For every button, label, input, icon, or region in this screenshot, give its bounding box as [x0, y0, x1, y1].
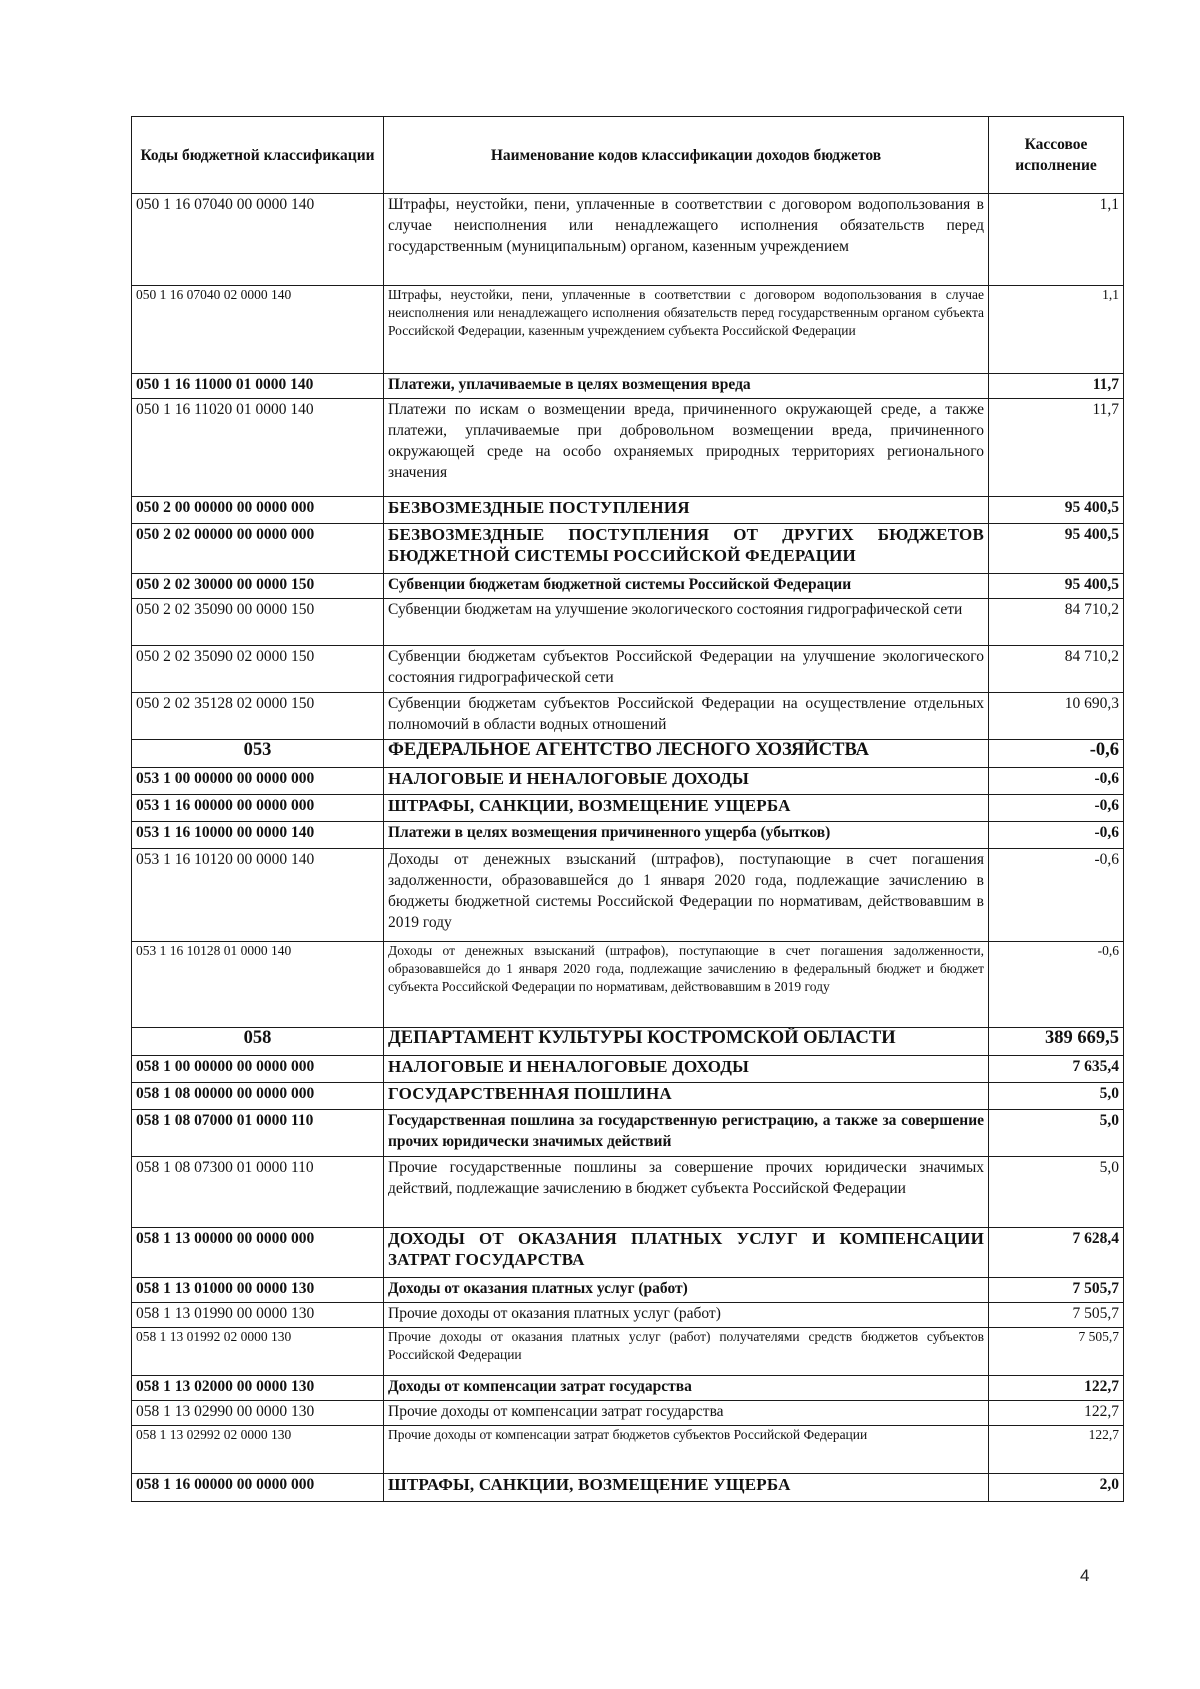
row-name: Доходы от денежных взысканий (штрафов), поступающие в счет погашения задолженности, образовавшейся до 1 января 2020 года, подлежащие зачислению в федеральный бюджет и бюджет субъекта Российской Федерации по нормативам, действовавшим в 2019 году — [384, 942, 989, 1028]
row-code: 058 1 08 00000 00 0000 000 — [132, 1083, 384, 1110]
row-amount: 95 400,5 — [989, 497, 1124, 524]
header-code: Коды бюджетной классификации — [132, 117, 384, 194]
row-code: 053 1 00 00000 00 0000 000 — [132, 768, 384, 795]
table-row — [132, 849, 1124, 942]
row-code: 058 1 08 07300 01 0000 110 — [132, 1157, 384, 1228]
table-header-row — [132, 117, 1124, 194]
table-row — [132, 1328, 1124, 1376]
row-amount: 7 505,7 — [989, 1328, 1124, 1376]
table-row — [132, 740, 1124, 768]
row-name: ФЕДЕРАЛЬНОЕ АГЕНТСТВО ЛЕСНОГО ХОЗЯЙСТВА — [384, 740, 989, 768]
table-row — [132, 1376, 1124, 1401]
row-amount: 122,7 — [989, 1376, 1124, 1401]
row-amount: -0,6 — [989, 849, 1124, 942]
row-amount: -0,6 — [989, 942, 1124, 1028]
table-row — [132, 1401, 1124, 1426]
table-row — [132, 822, 1124, 849]
row-amount: -0,6 — [989, 740, 1124, 768]
table-row — [132, 1110, 1124, 1157]
row-amount: 1,1 — [989, 194, 1124, 286]
row-name: Прочие доходы от компенсации затрат государства — [384, 1401, 989, 1426]
row-code: 050 2 02 30000 00 0000 150 — [132, 574, 384, 599]
row-code: 050 1 16 07040 00 0000 140 — [132, 194, 384, 286]
row-code: 050 2 00 00000 00 0000 000 — [132, 497, 384, 524]
row-code: 050 2 02 00000 00 0000 000 — [132, 524, 384, 574]
header-amount: Кассовое исполнение — [989, 117, 1124, 194]
table-row — [132, 399, 1124, 497]
row-name: Платежи, уплачиваемые в целях возмещения вреда — [384, 374, 989, 399]
table-row — [132, 1303, 1124, 1328]
row-name: ШТРАФЫ, САНКЦИИ, ВОЗМЕЩЕНИЕ УЩЕРБА — [384, 795, 989, 822]
row-name: Государственная пошлина за государственную регистрацию, а также за совершение прочих юридически значимых действий — [384, 1110, 989, 1157]
row-name: Субвенции бюджетам субъектов Российской Федерации на улучшение экологического состояния гидрографической сети — [384, 646, 989, 693]
row-name: Субвенции бюджетам субъектов Российской Федерации на осуществление отдельных полномочий в области водных отношений — [384, 693, 989, 740]
row-amount: 389 669,5 — [989, 1028, 1124, 1056]
row-amount: 122,7 — [989, 1426, 1124, 1474]
table-row — [132, 1228, 1124, 1278]
row-code: 053 1 16 00000 00 0000 000 — [132, 795, 384, 822]
row-amount: -0,6 — [989, 768, 1124, 795]
row-name: БЕЗВОЗМЕЗДНЫЕ ПОСТУПЛЕНИЯ ОТ ДРУГИХ БЮДЖЕТОВ БЮДЖЕТНОЙ СИСТЕМЫ РОССИЙСКОЙ ФЕДЕРАЦИИ — [384, 524, 989, 574]
row-code: 058 1 13 02990 00 0000 130 — [132, 1401, 384, 1426]
table-row — [132, 1056, 1124, 1083]
table-row — [132, 768, 1124, 795]
row-name: Доходы от денежных взысканий (штрафов), поступающие в счет погашения задолженности, образовавшейся до 1 января 2020 года, подлежащие зачислению в бюджеты бюджетной системы Российской Федерации по нормативам, действовавшим в 2019 году — [384, 849, 989, 942]
table-row — [132, 1278, 1124, 1303]
row-name: ДЕПАРТАМЕНТ КУЛЬТУРЫ КОСТРОМСКОЙ ОБЛАСТИ — [384, 1028, 989, 1056]
row-name: Субвенции бюджетам на улучшение экологического состояния гидрографической сети — [384, 599, 989, 646]
row-name: Прочие доходы от оказания платных услуг (работ) получателями средств бюджетов субъектов Российской Федерации — [384, 1328, 989, 1376]
row-amount: 7 628,4 — [989, 1228, 1124, 1278]
row-amount: 122,7 — [989, 1401, 1124, 1426]
table-row — [132, 942, 1124, 1028]
row-code: 058 1 13 02992 02 0000 130 — [132, 1426, 384, 1474]
row-code: 058 1 13 01000 00 0000 130 — [132, 1278, 384, 1303]
row-name: Платежи по искам о возмещении вреда, причиненного окружающей среде, а также платежи, уплачиваемые при добровольном возмещении вреда, причиненного окружающей среде на особо охраняемых природных территориях регионального значения — [384, 399, 989, 497]
row-name: Субвенции бюджетам бюджетной системы Российской Федерации — [384, 574, 989, 599]
row-amount: 10 690,3 — [989, 693, 1124, 740]
row-name: Прочие доходы от оказания платных услуг (работ) — [384, 1303, 989, 1328]
row-amount: 7 635,4 — [989, 1056, 1124, 1083]
table-row — [132, 1157, 1124, 1228]
row-amount: 5,0 — [989, 1110, 1124, 1157]
row-code: 050 1 16 07040 02 0000 140 — [132, 286, 384, 374]
table-row — [132, 795, 1124, 822]
row-name: Штрафы, неустойки, пени, уплаченные в соответствии с договором водопользования в случае неисполнения или ненадлежащего исполнения обязательств перед государственным (муниципальным) органом, казенным учреждением — [384, 194, 989, 286]
row-code: 050 2 02 35090 02 0000 150 — [132, 646, 384, 693]
row-code: 053 1 16 10000 00 0000 140 — [132, 822, 384, 849]
table-row — [132, 646, 1124, 693]
row-amount: 11,7 — [989, 399, 1124, 497]
row-name: Прочие государственные пошлины за совершение прочих юридически значимых действий, подлежащие зачислению в бюджет субъекта Российской Федерации — [384, 1157, 989, 1228]
row-code: 050 1 16 11000 01 0000 140 — [132, 374, 384, 399]
row-amount: 2,0 — [989, 1474, 1124, 1502]
row-name: ШТРАФЫ, САНКЦИИ, ВОЗМЕЩЕНИЕ УЩЕРБА — [384, 1474, 989, 1502]
row-amount: 5,0 — [989, 1157, 1124, 1228]
row-code: 058 1 16 00000 00 0000 000 — [132, 1474, 384, 1502]
row-amount: 7 505,7 — [989, 1303, 1124, 1328]
row-code: 058 1 13 00000 00 0000 000 — [132, 1228, 384, 1278]
row-name: Доходы от компенсации затрат государства — [384, 1376, 989, 1401]
row-amount: -0,6 — [989, 795, 1124, 822]
table-row — [132, 1083, 1124, 1110]
row-code: 053 — [132, 740, 384, 768]
row-amount: 95 400,5 — [989, 524, 1124, 574]
row-code: 053 1 16 10120 00 0000 140 — [132, 849, 384, 942]
row-name: Штрафы, неустойки, пени, уплаченные в соответствии с договором водопользования в случае неисполнения или ненадлежащего исполнения обязательств перед государственным органом субъекта Российской Федерации, казенным учреждением субъекта Российской Федерации — [384, 286, 989, 374]
row-amount: 95 400,5 — [989, 574, 1124, 599]
row-name: Доходы от оказания платных услуг (работ) — [384, 1278, 989, 1303]
table-row — [132, 374, 1124, 399]
row-amount: 84 710,2 — [989, 599, 1124, 646]
row-code: 050 2 02 35128 02 0000 150 — [132, 693, 384, 740]
table-row — [132, 194, 1124, 286]
header-name: Наименование кодов классификации доходов бюджетов — [384, 117, 989, 194]
row-amount: 1,1 — [989, 286, 1124, 374]
row-code: 058 1 13 01990 00 0000 130 — [132, 1303, 384, 1328]
row-name: ДОХОДЫ ОТ ОКАЗАНИЯ ПЛАТНЫХ УСЛУГ И КОМПЕНСАЦИИ ЗАТРАТ ГОСУДАРСТВА — [384, 1228, 989, 1278]
row-code: 058 — [132, 1028, 384, 1056]
table-row — [132, 286, 1124, 374]
row-name: Платежи в целях возмещения причиненного ущерба (убытков) — [384, 822, 989, 849]
row-code: 050 1 16 11020 01 0000 140 — [132, 399, 384, 497]
row-amount: 84 710,2 — [989, 646, 1124, 693]
row-name: Прочие доходы от компенсации затрат бюджетов субъектов Российской Федерации — [384, 1426, 989, 1474]
row-code: 058 1 13 02000 00 0000 130 — [132, 1376, 384, 1401]
row-name: БЕЗВОЗМЕЗДНЫЕ ПОСТУПЛЕНИЯ — [384, 497, 989, 524]
table-row — [132, 1474, 1124, 1502]
row-amount: 11,7 — [989, 374, 1124, 399]
row-amount: 7 505,7 — [989, 1278, 1124, 1303]
row-name: НАЛОГОВЫЕ И НЕНАЛОГОВЫЕ ДОХОДЫ — [384, 768, 989, 795]
row-code: 058 1 00 00000 00 0000 000 — [132, 1056, 384, 1083]
row-name: ГОСУДАРСТВЕННАЯ ПОШЛИНА — [384, 1083, 989, 1110]
row-code: 053 1 16 10128 01 0000 140 — [132, 942, 384, 1028]
table-row — [132, 1426, 1124, 1474]
row-code: 050 2 02 35090 00 0000 150 — [132, 599, 384, 646]
table-row — [132, 574, 1124, 599]
table-row — [132, 497, 1124, 524]
table-row — [132, 524, 1124, 574]
table-row — [132, 693, 1124, 740]
table-row — [132, 1028, 1124, 1056]
row-code: 058 1 08 07000 01 0000 110 — [132, 1110, 384, 1157]
row-amount: -0,6 — [989, 822, 1124, 849]
table-row — [132, 599, 1124, 646]
row-name: НАЛОГОВЫЕ И НЕНАЛОГОВЫЕ ДОХОДЫ — [384, 1056, 989, 1083]
revenue-table — [131, 116, 1124, 1502]
row-amount: 5,0 — [989, 1083, 1124, 1110]
row-code: 058 1 13 01992 02 0000 130 — [132, 1328, 384, 1376]
page-number: 4 — [1080, 1566, 1090, 1585]
